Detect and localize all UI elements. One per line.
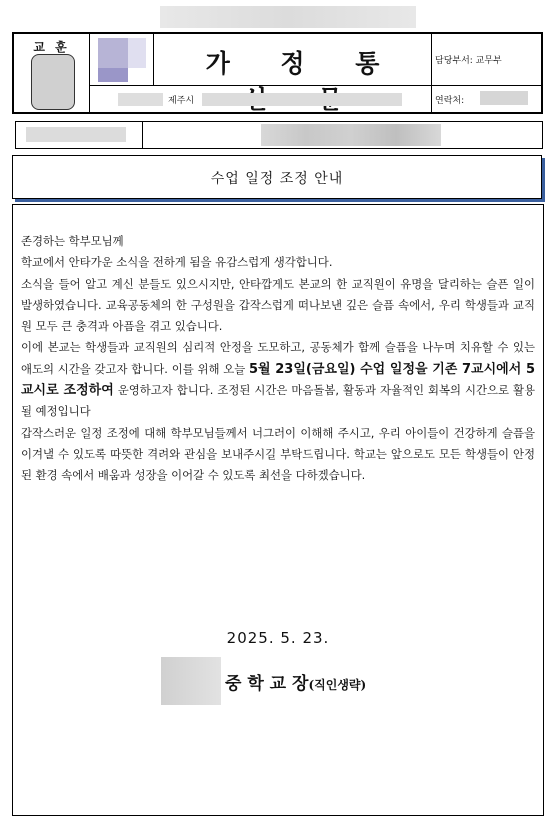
paragraph-4: 갑작스러운 일정 조정에 대해 학부모님들께서 너그러이 이해해 주시고, 우리 아이들이 건강하게 슬픔을 이겨낼 수 있도록 따뜻한 격려와 관심을 보내주시길 부탁드립니다. 학교는 앞으로도 모든 학생들이 안정된 환경 속에서 배움과 성장을 이어갈 수 있도록 최선을 다하겠습니다. <box>21 425 535 483</box>
redacted-school-name <box>161 657 221 705</box>
paragraph-2: 소식을 들어 알고 계신 분들도 있으시지만, 안타깝게도 본교의 한 교직원이 유명을 달리하는 슬픈 일이 발생하였습니다. 교육공동체의 한 구성원을 갑작스럽게 떠나보낸 깊은 슬픔 속에서, 우리 학생들과 교직원 모두 큰 충격과 아픔을 겪고 있습니다. <box>21 276 535 334</box>
greeting: 존경하는 학부모님께 <box>21 234 124 248</box>
address-cell <box>90 86 432 112</box>
paragraph-3 <box>21 337 535 422</box>
seal-omitted-note: (직인생략) <box>308 678 367 692</box>
school-emblem-image <box>31 54 75 110</box>
paragraph-3-text-a: 이에 본교는 학생들과 교직원의 심리적 안정을 도모하고, 공동체가 함께 슬픔을 나누며 치유할 수 있는 애도의 시간을 갖고자 합니다. 이를 위해 오늘 <box>21 340 535 376</box>
issue-number-cell <box>16 122 143 148</box>
principal-signature <box>225 669 366 694</box>
school-logo <box>90 34 154 86</box>
letter-date: 2025. 5. 23. <box>226 629 330 647</box>
notice-title-box <box>12 155 542 199</box>
address-label: 제주시 <box>168 96 195 106</box>
motto-label: 교 훈 <box>33 40 70 54</box>
signature-text: 중 학 교 장 <box>225 674 309 694</box>
issue-info-bar <box>15 121 543 149</box>
contact-label: 연락처: <box>435 96 465 106</box>
redacted-phone <box>480 91 528 105</box>
school-motto-cell <box>14 34 90 112</box>
department-cell <box>432 34 541 86</box>
letter-body <box>12 204 544 816</box>
paragraph-1: 학교에서 안타가운 소식을 전하게 됨을 유감스럽게 생각합니다. <box>21 255 333 270</box>
newsletter-title: 가 정 통 <box>205 49 401 78</box>
redacted-top-banner <box>160 6 416 28</box>
notice-title: 수업 일정 조정 안내 <box>210 171 344 187</box>
redacted-address <box>202 93 402 106</box>
title-cell <box>154 34 432 86</box>
department-label: 담당부서: 교무부 <box>435 56 502 66</box>
newsletter-header <box>12 32 543 114</box>
redacted-address-prefix <box>118 93 163 106</box>
contact-cell <box>432 86 541 112</box>
letter-text <box>21 231 535 487</box>
schedule-change-highlight: 5월 23일(금요일) 수업 일정을 기존 7교시에서 5교시로 조정하여 <box>21 361 535 399</box>
paragraph-3-text-b: 운영하고자 합니다. 조정된 시간은 마음돌봄, 활동과 자율적인 회복의 시간으로 활용될 예정입니다 <box>21 383 535 419</box>
